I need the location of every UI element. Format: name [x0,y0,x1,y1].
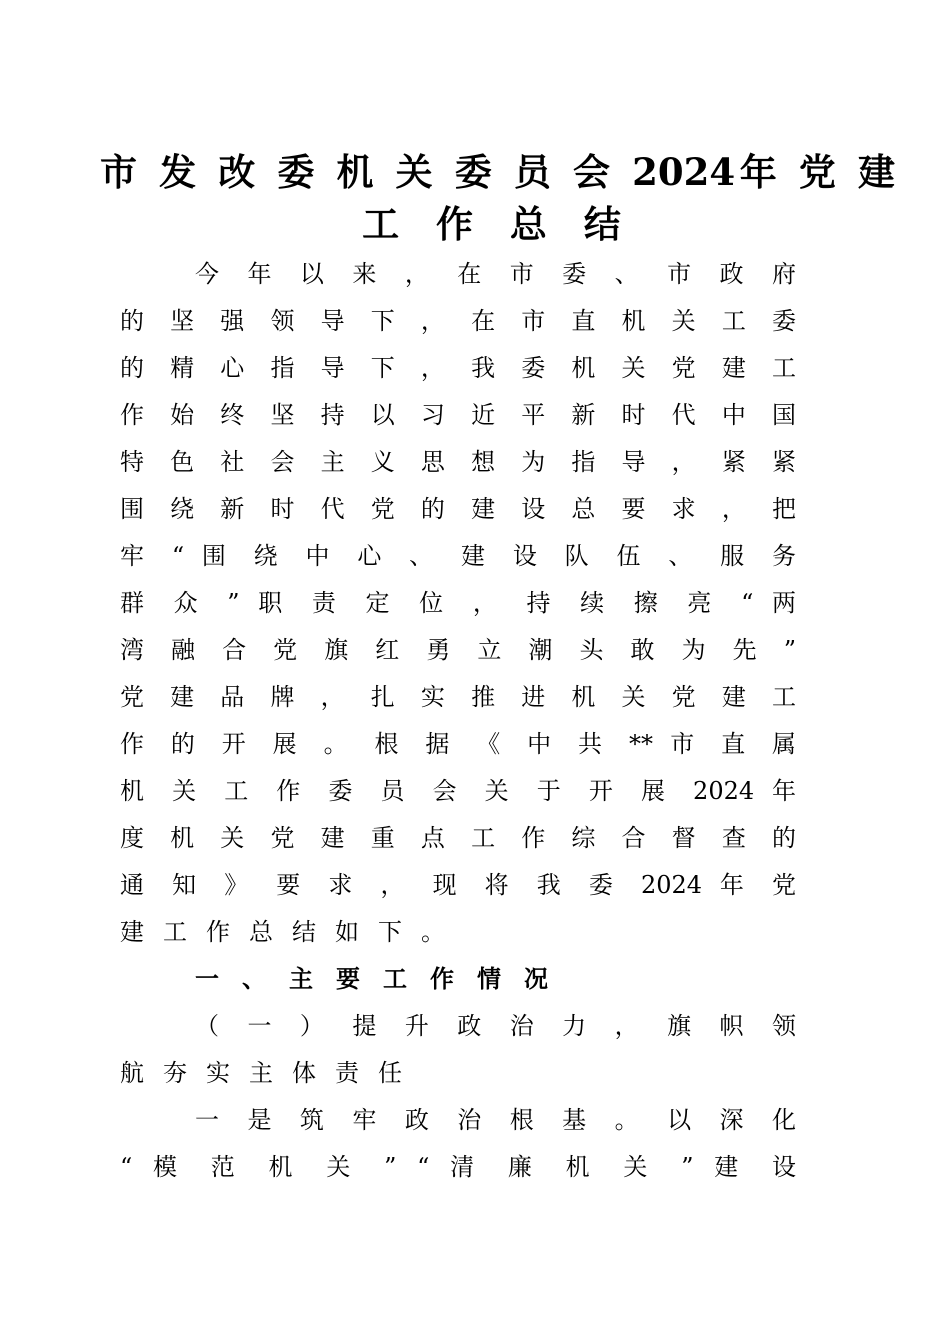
paragraph-line: 湾 融 合 党 旗 红 勇 立 潮 头 敢 为 先 ” [120,636,796,664]
paragraph-line: 度 机 关 党 建 重 点 工 作 综 合 督 查 的 [120,824,796,852]
paragraph-line: 围 绕 新 时 代 党 的 建 设 总 要 求 ， 把 [120,495,796,523]
paragraph-line: 的 坚 强 领 导 下 ， 在 市 直 机 关 工 委 [120,307,796,335]
paragraph-line: 作 的 开 展 。 根 据 《 中 共 ** 市 直 属 [120,730,796,758]
subsection-heading-line-1: （ 一 ） 提 升 政 治 力 ， 旗 帜 领 [195,1012,796,1040]
paragraph-line: 牢 “ 围 绕 中 心 、 建 设 队 伍 、 服 务 [120,542,796,570]
paragraph-line: 机 关 工 作 委 员 会 关 于 开 展 2024 年 [120,777,796,805]
paragraph-line: 作 始 终 坚 持 以 习 近 平 新 时 代 中 国 [120,401,796,429]
document-title-line-2: 工 作 总 结 [362,202,633,246]
paragraph-line: 建工作总结如下。 [120,918,464,946]
paragraph-line: 的 精 心 指 导 下 ， 我 委 机 关 党 建 工 [120,354,796,382]
paragraph-line: 党 建 品 牌 ， 扎 实 推 进 机 关 党 建 工 [120,683,796,711]
document-title-line-1: 市 发 改 委 机 关 委 员 会 2024年 党 建 [100,150,895,194]
paragraph-line: “ 模 范 机 关 ” “ 清 廉 机 关 ” 建 设 [120,1153,796,1181]
paragraph-line: 特 色 社 会 主 义 思 想 为 指 导 ， 紧 紧 [120,448,796,476]
subsection-heading-line-2: 航夯实主体责任 [120,1059,421,1087]
paragraph-line: 群 众 ” 职 责 定 位 ， 持 续 擦 亮 “ 两 [120,589,796,617]
paragraph-line: 一 是 筑 牢 政 治 根 基 。 以 深 化 [195,1106,796,1134]
paragraph-line: 通 知 》 要 求 ， 现 将 我 委 2024 年 党 [120,871,796,899]
paragraph-line: 今 年 以 来 ， 在 市 委 、 市 政 府 [195,260,796,288]
section-heading: 一、主要工作情况 [195,964,571,993]
